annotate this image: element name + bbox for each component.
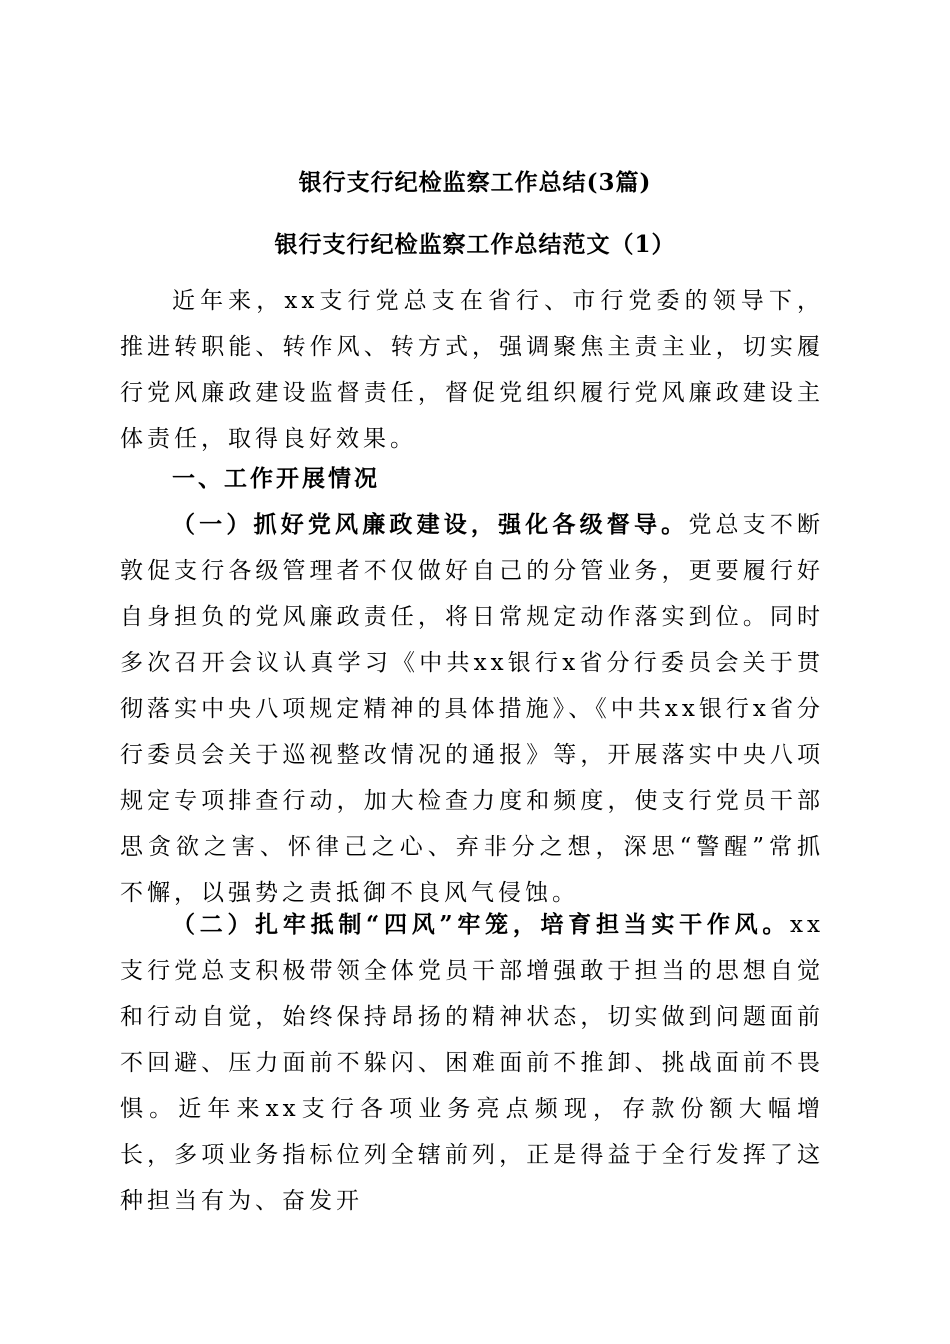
item-one-text: 党总支不断敦促支行各级管理者不仅做好自己的分管业务，更要履行好自身担负的党风廉政责任，将日常规定动作落实到位。同时多次召开会议认真学习《中共xx银行x省分行委员会关于贯彻落实中央八项规定精神的具体措施》、《中共xx银行x省分行委员会关于巡视整改情况的通报》等，开展落实中央八项规定专项排查行动，加大检查力度和频度，使支行党员干部思贪欲之害、怀律己之心、弃非分之想，深思“警醒”常抓不懈，以强势之责抵御不良风气侵蚀。	[120, 512, 825, 906]
item-two-lead: （二）扎牢抵制“四风”牢笼，培育担当实干作风。	[172, 911, 791, 938]
item-one-paragraph	[120, 502, 824, 916]
intro-paragraph: 近年来，xx支行党总支在省行、市行党委的领导下，推进转职能、转作风、转方式，强调聚焦主责主业，切实履行党风廉政建设监督责任，督促党组织履行党风廉政建设主体责任，取得良好效果。	[120, 288, 824, 452]
item-two-text: xx支行党总支积极带领全体党员干部增强敢于担当的思想自觉和行动自觉，始终保持昂扬的精神状态，切实做到问题面前不回避、压力面前不躲闪、困难面前不推卸、挑战面前不畏惧。近年来xx支行各项业务亮点频现，存款份额大幅增长，多项业务指标位列全辖前列，正是得益于全行发挥了这种担当有为、奋发开	[120, 912, 824, 1214]
item-one-lead: （一）抓好党风廉政建设，强化各级督导。	[172, 511, 689, 538]
document-subtitle: 银行支行纪检监察工作总结范文（1）	[274, 231, 676, 258]
document-title: 银行支行纪检监察工作总结(3篇)	[298, 169, 652, 196]
section-heading: 一、工作开展情况	[172, 465, 380, 492]
item-two-paragraph	[120, 902, 824, 1224]
